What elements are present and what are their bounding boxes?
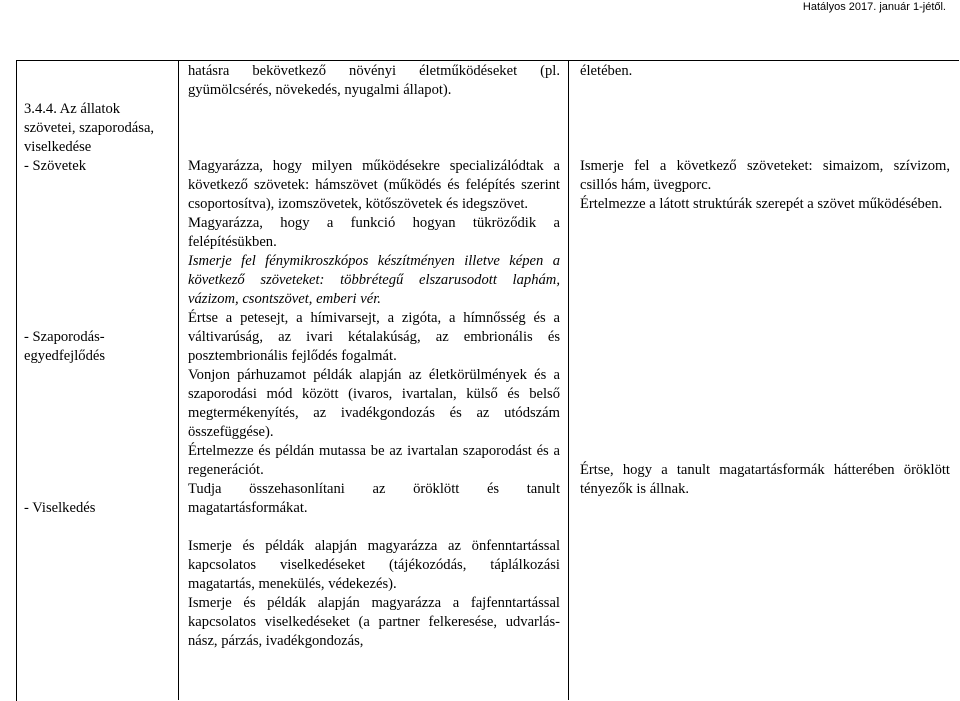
requirement-paragraph: Ismerje és példák alapján magyarázza az önfenntartással kapcsolatos viselkedéseket (tájékozódás, táplálkozási magatartás, menekülés, védekezés). [188,538,560,592]
requirement-paragraph: Magyarázza, hogy a funkció hogyan tükröződik a felépítésükben. [188,215,560,250]
topic-item-behavior: - Viselkedés [24,500,96,516]
column-divider-1 [178,60,179,700]
advanced-requirement-paragraph: Értse, hogy a tanult magatartásformák hátterében öröklött tényezők is állnak. [580,462,950,497]
topic-item-tissues: - Szövetek [24,158,87,174]
topic-item-reproduction: - Szaporodás-egyedfejlődés [24,329,106,364]
topic-column [24,62,174,518]
topic-heading: 3.4.4. Az állatok szövetei, szaporodása, viselkedése [24,101,155,155]
advanced-requirements-column [580,62,950,499]
requirement-paragraph: hatásra bekövetkező növényi életműködéseket (pl. gyümölcsérés, növekedés, nyugalmi állapot). [188,63,560,98]
column-divider-2 [568,60,569,700]
requirement-paragraph: Tudja összehasonlítani az öröklött és tanult magatartásformákat. [188,481,560,516]
requirement-paragraph: Ismerje és példák alapján magyarázza a fajfenntartással kapcsolatos viselkedéseket (a partner felkeresése, udvarlás-nász, párzás, ivadékgondozás, [188,595,560,649]
requirement-paragraph: Értelmezze és példán mutassa be az ivartalan szaporodást és a regenerációt. [188,443,560,478]
requirement-paragraph: Értse a petesejt, a hímivarsejt, a zigóta, a hímnősség és a váltivarúság, az ivari kétalakúság, az embrionális és posztembrionális fejlődés fogalmát. [188,310,560,364]
requirement-paragraph: Vonjon párhuzamot példák alapján az életkörülmények és a szaporodási mód között (ivaros, ivartalan, külső és belső megtermékenyítés, az ivadékgondozás és az utódszám összefüggése). [188,367,560,440]
requirements-column [188,62,560,651]
effective-date-header: Hatályos 2017. január 1-jétől. [802,1,946,13]
requirement-paragraph: Ismerje fel fénymikroszkópos készítményen illetve képen a következő szöveteket: többrétegű elszarusodott laphám, vázizom, csontszövet, emberi vér. [188,253,560,307]
advanced-requirement-paragraph: Értelmezze a látott struktúrák szerepét a szövet működésében. [580,196,943,212]
requirement-paragraph: Magyarázza, hogy milyen működésekre specializálódtak a következő szövetek: hámszövet (működés és felépítés szerint csoportosítva), izomszövetek, kötőszövetek és idegszövet. [188,158,560,212]
advanced-requirement-paragraph: Ismerje fel a következő szöveteket: simaizom, szívizom, csillós hám, üvegporc. [580,158,950,193]
advanced-requirement-paragraph: életében. [580,63,633,79]
